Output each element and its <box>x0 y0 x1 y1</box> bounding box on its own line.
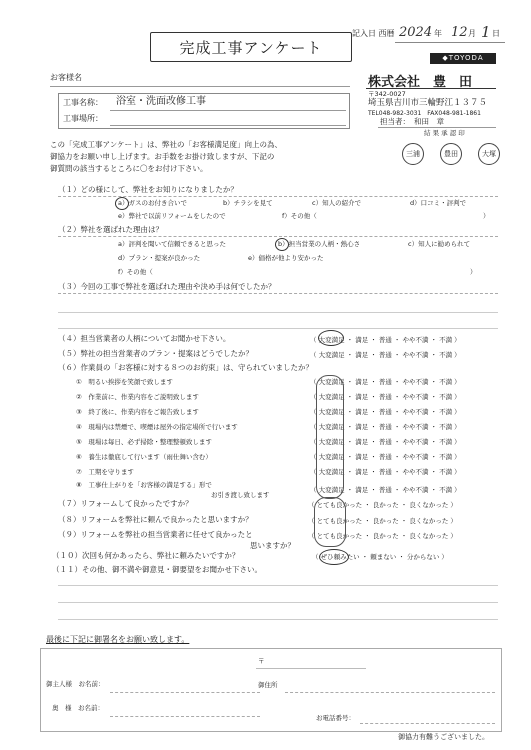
q6-item-4: ④ 現場内は禁煙で、喫煙は屋外の指定場所で行います <box>76 423 238 431</box>
q4-answer-circle <box>318 330 344 346</box>
q7-scale[interactable]: （ とても良かった ・ 良かった ・ 良くなかった ） <box>308 501 457 509</box>
q2-option-b[interactable]: b）担当営業の人柄・熱心さ <box>278 240 361 248</box>
q6-item-3: ③ 終了後に、作業内容をご報告致します <box>76 408 199 416</box>
q6-item-2-scale[interactable]: （ 大変満足 ・ 満足 ・ 普通 ・ やや不満 ・ 不満 ） <box>310 393 461 401</box>
q7-q9-answer-marks <box>314 497 346 547</box>
q1-option-c[interactable]: c）知人の紹介で <box>312 199 362 207</box>
q2-answer-circle <box>275 238 289 251</box>
q6-item-6-scale[interactable]: （ 大変満足 ・ 満足 ・ 普通 ・ やや不満 ・ 不満 ） <box>310 453 461 461</box>
q1-option-a[interactable]: a）ガスのお付き合いで <box>118 199 187 207</box>
q5-text: （５）弊社の担当営業者のプラン・提案はどうでしたか？ <box>58 349 253 358</box>
q5-scale[interactable]: （ 大変満足 ・ 満足 ・ 普通 ・ やや不満 ・ 不満 ） <box>310 351 461 359</box>
signature-box <box>40 648 502 732</box>
q6-text: （６）作業員の「お客様に対する８つのお約束」は、守られていましたか？ <box>58 363 313 372</box>
q2-text: （２）弊社を選ばれた理由は？ <box>58 225 163 234</box>
date-day[interactable]: 1 <box>481 23 491 41</box>
q6-item-6: ⑥ 養生は徹底して行います（雨仕舞い含む） <box>76 453 212 461</box>
date-label: 記入日 西暦 <box>352 29 395 38</box>
person-label: 担当者： <box>380 117 410 126</box>
approval-label: 結 果 承 認 印 <box>424 129 465 137</box>
approval-stamp-2: 豊田 <box>440 143 462 165</box>
toyoda-logo <box>430 53 496 64</box>
approval-stamp-1: 三浦 <box>402 143 424 165</box>
q7-text: （７）リフォームして良かったですか？ <box>58 499 193 508</box>
q1-option-f-close: ） <box>483 212 490 220</box>
q6-item-8: ⑧ 工事仕上がりを「お客様の満足する」形で <box>76 481 212 489</box>
q6-item-8-scale[interactable]: （ 大変満足 ・ 満足 ・ 普通 ・ やや不満 ・ 不満 ） <box>310 486 461 494</box>
q2-option-e[interactable]: e）価格が他より安かった <box>248 254 324 262</box>
q4-text: （４）担当営業者の人柄についてお聞かせ下さい。 <box>58 334 231 343</box>
husband-name-label: 御主人様 お名前： <box>46 680 105 688</box>
q10-text: （１０）次回も何かあったら、弊社に頼みたいですか？ <box>52 551 240 560</box>
q6-answer-marks <box>316 375 344 499</box>
company-postal: 〒342-0027 <box>368 90 406 98</box>
q1-option-e[interactable]: e）弊社で以前リフォームをしたので <box>118 212 226 220</box>
job-name-value[interactable]: 浴室・洗面改修工事 <box>116 96 206 107</box>
q4-scale[interactable]: （ 大変満足 ・ 満足 ・ 普通 ・ やや不満 ・ 不満 ） <box>310 336 461 344</box>
day-unit: 日 <box>492 29 500 38</box>
q10-answer-circle <box>319 549 349 565</box>
q1-text: （１）どの様にして、弊社をお知りになりましたか？ <box>58 185 238 194</box>
thanks-text: 御協力有難うございました。 <box>398 733 489 741</box>
q6-item-3-scale[interactable]: （ 大変満足 ・ 満足 ・ 普通 ・ やや不満 ・ 不満 ） <box>310 408 461 416</box>
q6-item-5: ⑤ 現場は毎日、必ず掃除・整理整頓致します <box>76 438 212 446</box>
q6-item-4-scale[interactable]: （ 大変満足 ・ 満足 ・ 普通 ・ やや不満 ・ 不満 ） <box>310 423 461 431</box>
q6-item-7-scale[interactable]: （ 大変満足 ・ 満足 ・ 普通 ・ やや不満 ・ 不満 ） <box>310 468 461 476</box>
q6-item-5-scale[interactable]: （ 大変満足 ・ 満足 ・ 普通 ・ やや不満 ・ 不満 ） <box>310 438 461 446</box>
date-year[interactable]: 2024 <box>399 25 433 40</box>
q6-item-1-scale[interactable]: （ 大変満足 ・ 満足 ・ 普通 ・ やや不満 ・ 不満 ） <box>310 378 461 386</box>
q9-text: （９）リフォームを弊社の担当営業者に任せて良かったと <box>58 530 253 539</box>
q6-item-1: ① 明るい挨拶を笑顔で致します <box>76 378 173 386</box>
company-name: 株式会社 豊 田 <box>368 75 473 90</box>
q2-option-f[interactable]: f）その他（ <box>118 268 153 276</box>
logo-mark-icon: ◆ <box>442 54 449 62</box>
q6-item-7: ⑦ 工期を守ります <box>76 468 134 476</box>
intro-line-2: 御協力をお願い申し上げます。お手数をお掛け致しますが、下記の <box>50 152 275 161</box>
q8-scale[interactable]: （ とても良かった ・ 良かった ・ 良くなかった ） <box>308 517 457 525</box>
address-label: 御住所 <box>258 681 278 689</box>
form-title: 完成工事アンケート <box>150 32 352 62</box>
q2-option-a[interactable]: a）評判を聞いて信頼できると思った <box>118 240 226 248</box>
q6-item-8-line2: お引き渡し致します <box>211 491 270 499</box>
q9-scale[interactable]: （ とても良かった ・ 良かった ・ 良くなかった ） <box>308 532 457 540</box>
q1-option-f[interactable]: f）その他（ <box>282 212 317 220</box>
date-month[interactable]: 12 <box>451 25 468 40</box>
phone-label: お電話番号： <box>316 714 355 722</box>
person-name: 和田 章 <box>414 117 444 126</box>
q3-text: （３）今回の工事で弊社を選ばれた理由や決め手は何でしたか？ <box>58 282 276 291</box>
month-unit: 月 <box>468 29 476 38</box>
customer-name-label: お客様名 <box>50 73 82 82</box>
intro-line-1: この「完成工事アンケート」は、弊社の「お客様満足度」向上の為、 <box>50 140 283 149</box>
company-address: 埼玉県吉川市三輪野江１３７５ <box>368 98 488 108</box>
intro-line-3: 御質問の該当するところに〇をお付け下さい。 <box>50 164 208 173</box>
q2-option-d[interactable]: d）プラン・提案が良かった <box>118 254 201 262</box>
company-tel-fax: TEL048-982-3031 FAX048-981-1861 <box>368 110 481 117</box>
approval-stamp-3: 大塚 <box>478 143 500 165</box>
signature-heading: 最後に下記に御署名をお願い致します。 <box>46 635 190 644</box>
q8-text: （８）リフォームを弊社に頼んで良かったと思いますか？ <box>58 515 253 524</box>
q10-scale[interactable]: （ ぜひ頼みたい ・ 頼まない ・ 分からない ） <box>312 553 448 561</box>
q2-option-c[interactable]: c）知人に勧められて <box>408 240 471 248</box>
q9-text-line2: 思いますか？ <box>250 541 295 550</box>
q2-option-f-close: ） <box>470 268 477 276</box>
postal-mark: 〒 <box>258 657 265 665</box>
q1-option-d[interactable]: d）口コミ・評判で <box>410 199 467 207</box>
q1-option-b[interactable]: b）チラシを見て <box>223 199 273 207</box>
logo-text: TOYODA <box>448 54 484 62</box>
year-unit: 年 <box>434 29 442 38</box>
wife-name-label: 奥 様 お名前： <box>52 704 104 712</box>
q6-item-2: ② 作業前に、作業内容をご説明致します <box>76 393 199 401</box>
q1-answer-circle <box>115 197 129 210</box>
job-name-label: 工事名称： <box>63 98 103 107</box>
job-place-label: 工事場所： <box>63 114 103 123</box>
q11-text: （１１）その他、御不満や御意見・御要望をお聞かせ下さい。 <box>52 565 262 574</box>
